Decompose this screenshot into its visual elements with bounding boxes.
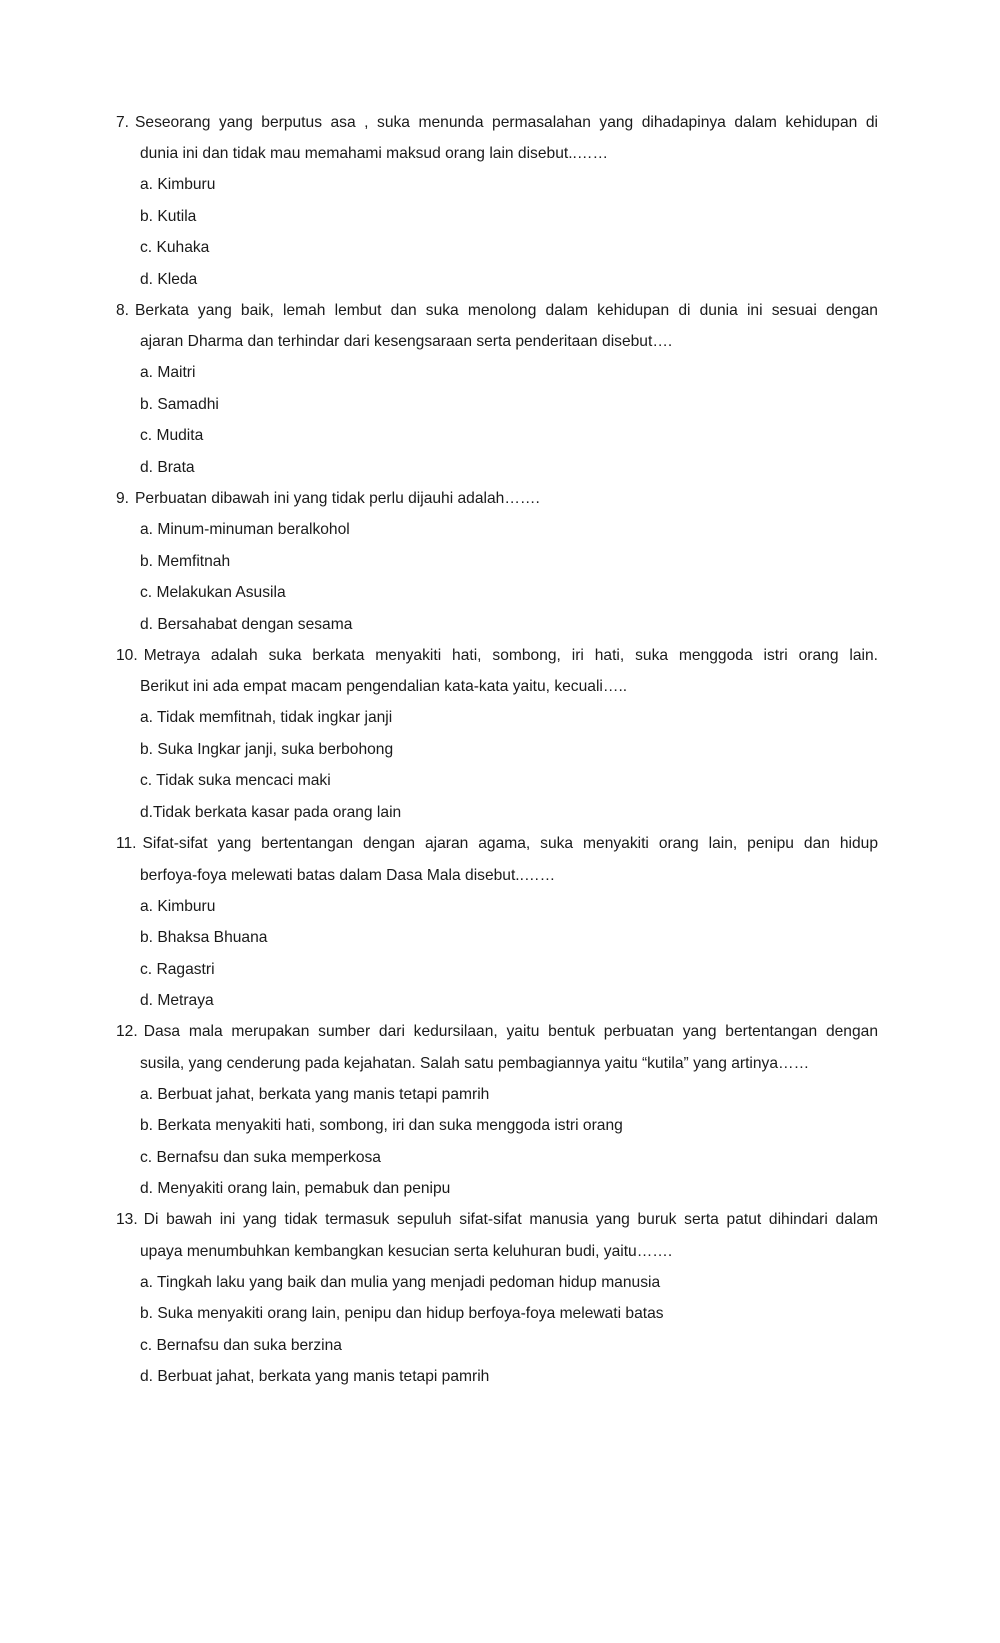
question-text: Perbuatan dibawah ini yang tidak perlu dijauhi adalah……. <box>135 490 540 507</box>
question-number: 11. <box>116 835 137 852</box>
question-8-stem-line-1 <box>116 301 878 321</box>
question-11-option-b: b. Bhaksa Bhuana <box>140 929 268 946</box>
question-7-option-d: d. Kleda <box>140 271 198 288</box>
question-12-option-a: a. Berbuat jahat, berkata yang manis tetapi pamrih <box>140 1086 490 1103</box>
question-12-stem-line-2: susila, yang cenderung pada kejahatan. Salah satu pembagiannya yaitu “kutila” yang artinya…… <box>140 1055 810 1072</box>
question-9-stem-line-1 <box>116 489 540 509</box>
question-10-option-a: a. Tidak memfitnah, tidak ingkar janji <box>140 709 393 726</box>
question-11-stem-line-2: berfoya-foya melewati batas dalam Dasa Mala disebut..…… <box>140 867 556 884</box>
question-text: Metraya adalah suka berkata menyakiti hati, sombong, iri hati, suka menggoda istri orang lain. <box>143 647 878 664</box>
question-13-option-b: b. Suka menyakiti orang lain, penipu dan hidup berfoya-foya melewati batas <box>140 1305 664 1322</box>
question-12-option-c: c. Bernafsu dan suka memperkosa <box>140 1149 381 1166</box>
question-text: Seseorang yang berputus asa , suka menunda permasalahan yang dihadapinya dalam kehidupan di <box>135 114 878 131</box>
question-13-option-d: d. Berbuat jahat, berkata yang manis tetapi pamrih <box>140 1368 490 1385</box>
question-10-stem-line-2: Berikut ini ada empat macam pengendalian kata-kata yaitu, kecuali….. <box>140 678 628 695</box>
question-11-option-c: c. Ragastri <box>140 961 215 978</box>
question-11-option-a: a. Kimburu <box>140 898 216 915</box>
question-text: Sifat-sifat yang bertentangan dengan ajaran agama, suka menyakiti orang lain, penipu dan hidup <box>142 835 878 852</box>
question-number: 8. <box>116 302 130 319</box>
question-13-option-a: a. Tingkah laku yang baik dan mulia yang menjadi pedoman hidup manusia <box>140 1274 661 1291</box>
question-10-option-c: c. Tidak suka mencaci maki <box>140 772 331 789</box>
question-8-option-d: d. Brata <box>140 459 195 476</box>
question-7-option-a: a. Kimburu <box>140 176 216 193</box>
question-7-stem-line-2: dunia ini dan tidak mau memahami maksud orang lain disebut..…… <box>140 145 609 162</box>
question-number: 12. <box>116 1023 138 1040</box>
question-number: 7. <box>116 114 130 131</box>
question-9-option-c: c. Melakukan Asusila <box>140 584 286 601</box>
question-number: 13. <box>116 1211 138 1228</box>
question-11-stem-line-1 <box>116 834 878 854</box>
question-9-option-a: a. Minum-minuman beralkohol <box>140 521 350 538</box>
question-13-stem-line-1 <box>116 1210 878 1230</box>
question-10-stem-line-1 <box>116 646 878 666</box>
question-10-option-d: d.Tidak berkata kasar pada orang lain <box>140 804 402 821</box>
question-7-option-b: b. Kutila <box>140 208 197 225</box>
question-13-stem-line-2: upaya menumbuhkan kembangkan kesucian serta keluhuran budi, yaitu……. <box>140 1243 673 1260</box>
question-9-option-b: b. Memfitnah <box>140 553 231 570</box>
question-9-option-d: d. Bersahabat dengan sesama <box>140 616 353 633</box>
question-text: Dasa mala merupakan sumber dari kedursilaan, yaitu bentuk perbuatan yang bertentangan dengan <box>143 1023 878 1040</box>
question-11-option-d: d. Metraya <box>140 992 214 1009</box>
question-8-option-b: b. Samadhi <box>140 396 219 413</box>
question-number: 9. <box>116 490 130 507</box>
question-12-stem-line-1 <box>116 1022 878 1042</box>
question-text: Berkata yang baik, lemah lembut dan suka menolong dalam kehidupan di dunia ini sesuai dengan <box>135 302 878 319</box>
question-8-option-c: c. Mudita <box>140 427 204 444</box>
question-8-option-a: a. Maitri <box>140 364 196 381</box>
question-8-stem-line-2: ajaran Dharma dan terhindar dari kesengsaraan serta penderitaan disebut…. <box>140 333 673 350</box>
question-7-option-c: c. Kuhaka <box>140 239 210 256</box>
question-text: Di bawah ini yang tidak termasuk sepuluh sifat-sifat manusia yang buruk serta patut dihindari dalam <box>143 1211 878 1228</box>
question-12-option-d: d. Menyakiti orang lain, pemabuk dan penipu <box>140 1180 451 1197</box>
question-12-option-b: b. Berkata menyakiti hati, sombong, iri dan suka menggoda istri orang <box>140 1117 623 1134</box>
question-13-option-c: c. Bernafsu dan suka berzina <box>140 1337 342 1354</box>
question-number: 10. <box>116 647 138 664</box>
question-10-option-b: b. Suka Ingkar janji, suka berbohong <box>140 741 394 758</box>
question-7-stem-line-1 <box>116 113 878 133</box>
